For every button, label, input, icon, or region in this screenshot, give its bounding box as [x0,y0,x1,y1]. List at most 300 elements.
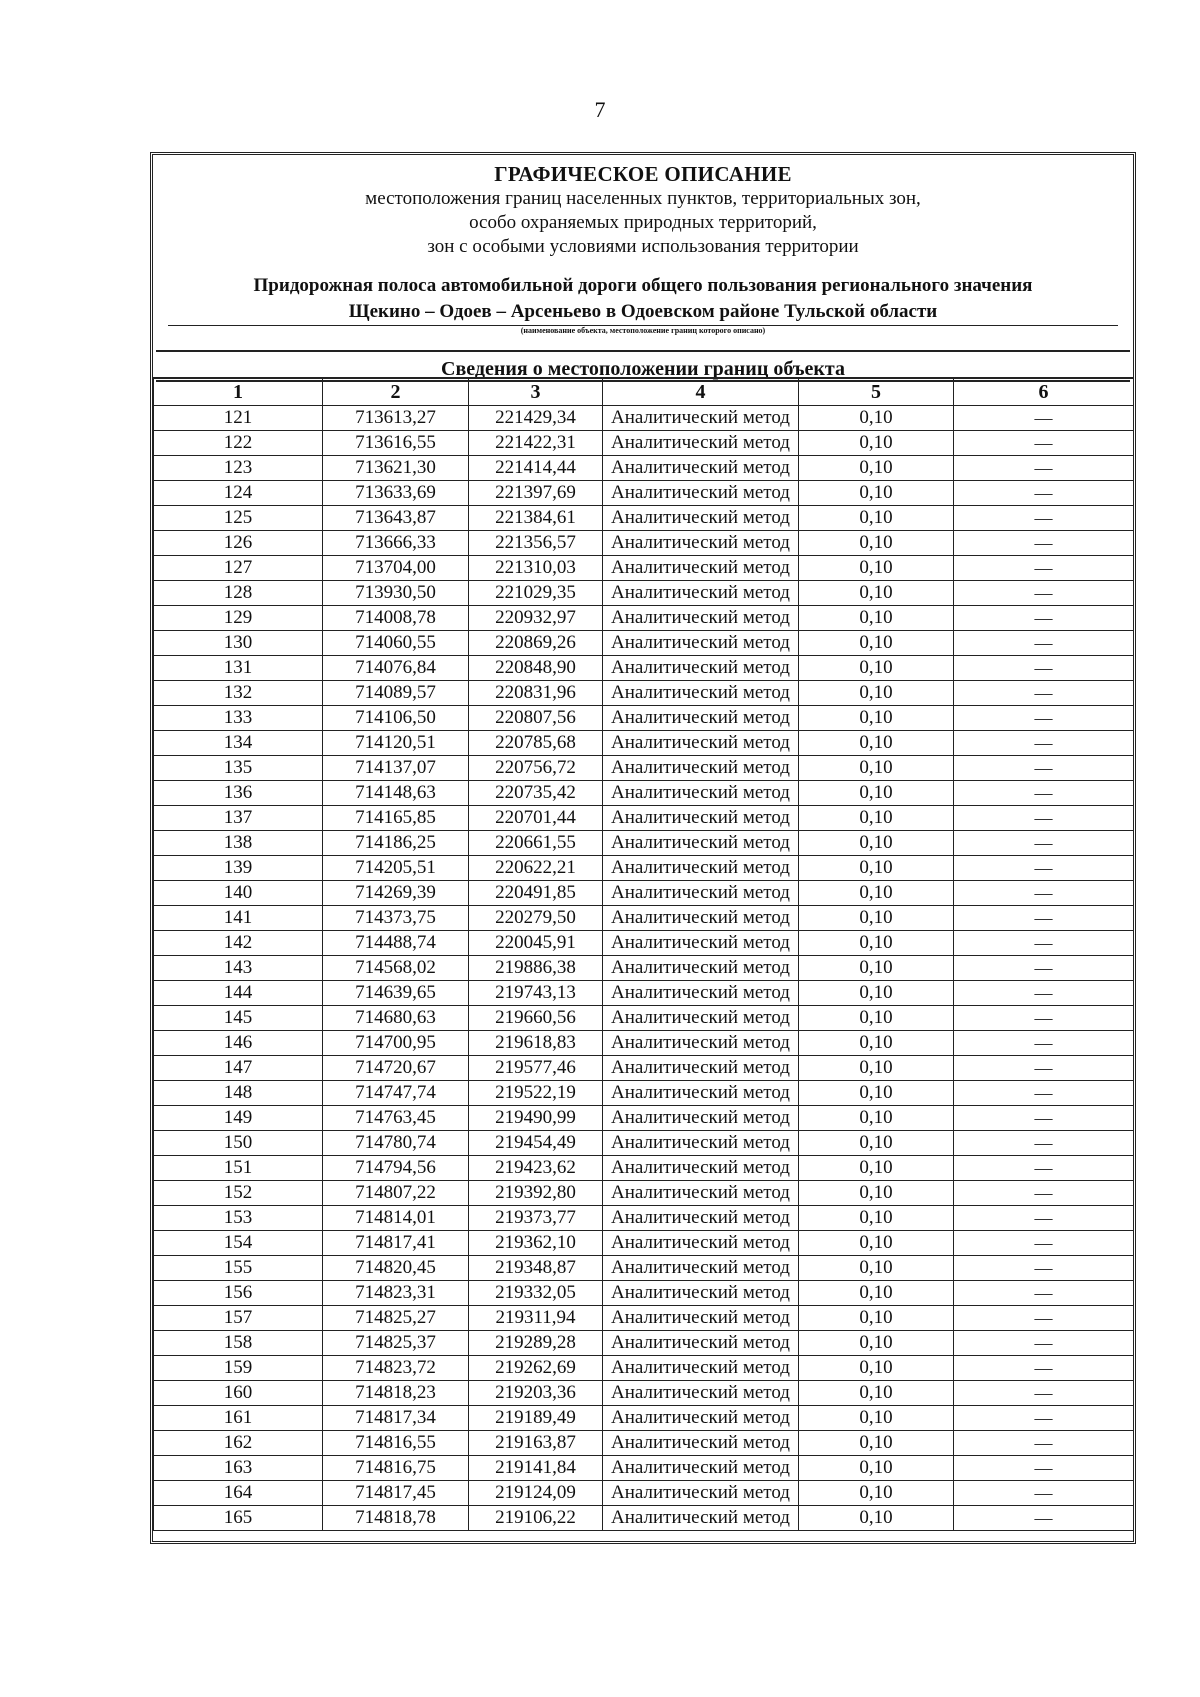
table-row [154,981,1134,1006]
table-row [154,1231,1134,1256]
description-cell: — [954,806,1134,831]
accuracy-cell: 0,10 [799,1181,954,1206]
accuracy-cell: 0,10 [799,931,954,956]
y-coordinate-cell: 219392,80 [469,1181,603,1206]
method-cell: Аналитический метод [603,656,799,681]
method-cell: Аналитический метод [603,956,799,981]
method-cell: Аналитический метод [603,831,799,856]
description-cell: — [954,1506,1134,1531]
accuracy-cell: 0,10 [799,1431,954,1456]
table-row [154,1431,1134,1456]
description-cell: — [954,606,1134,631]
table-row [154,781,1134,806]
accuracy-cell: 0,10 [799,1256,954,1281]
description-cell: — [954,1131,1134,1156]
point-number-cell: 149 [154,1106,323,1131]
description-cell: — [954,1031,1134,1056]
x-coordinate-cell: 714373,75 [323,906,469,931]
description-cell: — [954,831,1134,856]
method-cell: Аналитический метод [603,806,799,831]
x-coordinate-cell: 714137,07 [323,756,469,781]
y-coordinate-cell: 219454,49 [469,1131,603,1156]
y-coordinate-cell: 220848,90 [469,656,603,681]
point-number-cell: 140 [154,881,323,906]
method-cell: Аналитический метод [603,981,799,1006]
point-number-cell: 156 [154,1281,323,1306]
description-cell: — [954,881,1134,906]
method-cell: Аналитический метод [603,456,799,481]
accuracy-cell: 0,10 [799,881,954,906]
point-number-cell: 121 [154,406,323,431]
y-coordinate-cell: 219348,87 [469,1256,603,1281]
subtitle-line: зон с особыми условиями использования территории [427,236,859,257]
method-cell: Аналитический метод [603,1431,799,1456]
y-coordinate-cell: 219203,36 [469,1381,603,1406]
table-row [154,556,1134,581]
accuracy-cell: 0,10 [799,831,954,856]
description-cell: — [954,406,1134,431]
table-row [154,506,1134,531]
column-header: 5 [799,378,954,406]
description-cell: — [954,906,1134,931]
table-row [154,1056,1134,1081]
coordinates-table [153,377,1134,1531]
accuracy-cell: 0,10 [799,531,954,556]
description-cell: — [954,856,1134,881]
accuracy-cell: 0,10 [799,481,954,506]
description-cell: — [954,1306,1134,1331]
method-cell: Аналитический метод [603,431,799,456]
x-coordinate-cell: 714076,84 [323,656,469,681]
y-coordinate-cell: 219163,87 [469,1431,603,1456]
x-coordinate-cell: 714680,63 [323,1006,469,1031]
table-row [154,1131,1134,1156]
method-cell: Аналитический метод [603,631,799,656]
method-cell: Аналитический метод [603,1106,799,1131]
table-row [154,1006,1134,1031]
column-header: 4 [603,378,799,406]
point-number-cell: 126 [154,531,323,556]
method-cell: Аналитический метод [603,1306,799,1331]
method-cell: Аналитический метод [603,1031,799,1056]
y-coordinate-cell: 219490,99 [469,1106,603,1131]
accuracy-cell: 0,10 [799,981,954,1006]
description-cell: — [954,1456,1134,1481]
x-coordinate-cell: 714818,78 [323,1506,469,1531]
point-number-cell: 135 [154,756,323,781]
accuracy-cell: 0,10 [799,906,954,931]
x-coordinate-cell: 714269,39 [323,881,469,906]
accuracy-cell: 0,10 [799,1456,954,1481]
method-cell: Аналитический метод [603,1481,799,1506]
description-cell: — [954,431,1134,456]
subtitle-line: местоположения границ населенных пунктов, территориальных зон, [365,188,921,209]
description-cell: — [954,1156,1134,1181]
point-number-cell: 155 [154,1256,323,1281]
description-cell: — [954,681,1134,706]
point-number-cell: 129 [154,606,323,631]
x-coordinate-cell: 714817,41 [323,1231,469,1256]
method-cell: Аналитический метод [603,1456,799,1481]
method-cell: Аналитический метод [603,531,799,556]
x-coordinate-cell: 714818,23 [323,1381,469,1406]
point-number-cell: 150 [154,1131,323,1156]
accuracy-cell: 0,10 [799,1106,954,1131]
x-coordinate-cell: 714820,45 [323,1256,469,1281]
description-cell: — [954,931,1134,956]
y-coordinate-cell: 221029,35 [469,581,603,606]
table-row [154,606,1134,631]
x-coordinate-cell: 714817,45 [323,1481,469,1506]
point-number-cell: 160 [154,1381,323,1406]
point-number-cell: 137 [154,806,323,831]
x-coordinate-cell: 713621,30 [323,456,469,481]
table-row [154,1181,1134,1206]
method-cell: Аналитический метод [603,1256,799,1281]
description-cell: — [954,981,1134,1006]
description-cell: — [954,531,1134,556]
y-coordinate-cell: 220491,85 [469,881,603,906]
point-number-cell: 145 [154,1006,323,1031]
table-row [154,1506,1134,1531]
y-coordinate-cell: 220831,96 [469,681,603,706]
table-row [154,456,1134,481]
point-number-cell: 130 [154,631,323,656]
x-coordinate-cell: 713616,55 [323,431,469,456]
x-coordinate-cell: 714720,67 [323,1056,469,1081]
accuracy-cell: 0,10 [799,431,954,456]
y-coordinate-cell: 220701,44 [469,806,603,831]
accuracy-cell: 0,10 [799,1306,954,1331]
method-cell: Аналитический метод [603,1406,799,1431]
point-number-cell: 158 [154,1331,323,1356]
y-coordinate-cell: 221429,34 [469,406,603,431]
method-cell: Аналитический метод [603,556,799,581]
accuracy-cell: 0,10 [799,856,954,881]
point-number-cell: 128 [154,581,323,606]
table-row [154,1031,1134,1056]
subtitle-line: особо охраняемых природных территорий, [469,212,817,233]
description-cell: — [954,756,1134,781]
point-number-cell: 154 [154,1231,323,1256]
x-coordinate-cell: 714816,75 [323,1456,469,1481]
table-row [154,481,1134,506]
description-cell: — [954,956,1134,981]
table-header-row [154,378,1134,406]
y-coordinate-cell: 221422,31 [469,431,603,456]
description-cell: — [954,656,1134,681]
accuracy-cell: 0,10 [799,1281,954,1306]
description-cell: — [954,1406,1134,1431]
accuracy-cell: 0,10 [799,1331,954,1356]
accuracy-cell: 0,10 [799,731,954,756]
accuracy-cell: 0,10 [799,631,954,656]
description-cell: — [954,506,1134,531]
method-cell: Аналитический метод [603,481,799,506]
description-cell: — [954,1381,1134,1406]
method-cell: Аналитический метод [603,706,799,731]
method-cell: Аналитический метод [603,406,799,431]
table-row [154,856,1134,881]
method-cell: Аналитический метод [603,931,799,956]
point-number-cell: 134 [154,731,323,756]
y-coordinate-cell: 220279,50 [469,906,603,931]
x-coordinate-cell: 714763,45 [323,1106,469,1131]
accuracy-cell: 0,10 [799,656,954,681]
table-row [154,731,1134,756]
x-coordinate-cell: 714089,57 [323,681,469,706]
y-coordinate-cell: 219189,49 [469,1406,603,1431]
point-number-cell: 122 [154,431,323,456]
description-cell: — [954,1281,1134,1306]
x-coordinate-cell: 714814,01 [323,1206,469,1231]
point-number-cell: 162 [154,1431,323,1456]
point-number-cell: 148 [154,1081,323,1106]
y-coordinate-cell: 219362,10 [469,1231,603,1256]
y-coordinate-cell: 220785,68 [469,731,603,756]
accuracy-cell: 0,10 [799,781,954,806]
column-header: 1 [154,378,323,406]
accuracy-cell: 0,10 [799,1231,954,1256]
description-cell: — [954,1106,1134,1131]
point-number-cell: 164 [154,1481,323,1506]
accuracy-cell: 0,10 [799,1506,954,1531]
table-row [154,1081,1134,1106]
method-cell: Аналитический метод [603,606,799,631]
description-cell: — [954,1081,1134,1106]
table-row [154,706,1134,731]
table-row [154,656,1134,681]
y-coordinate-cell: 220807,56 [469,706,603,731]
table-row [154,1106,1134,1131]
point-number-cell: 143 [154,956,323,981]
table-row [154,806,1134,831]
y-coordinate-cell: 221384,61 [469,506,603,531]
accuracy-cell: 0,10 [799,756,954,781]
y-coordinate-cell: 220756,72 [469,756,603,781]
x-coordinate-cell: 714823,31 [323,1281,469,1306]
x-coordinate-cell: 713930,50 [323,581,469,606]
point-number-cell: 163 [154,1456,323,1481]
accuracy-cell: 0,10 [799,1131,954,1156]
table-row [154,681,1134,706]
x-coordinate-cell: 714186,25 [323,831,469,856]
accuracy-cell: 0,10 [799,681,954,706]
method-cell: Аналитический метод [603,1506,799,1531]
table-row [154,1481,1134,1506]
point-number-cell: 138 [154,831,323,856]
table-row [154,581,1134,606]
method-cell: Аналитический метод [603,856,799,881]
table-row [154,531,1134,556]
table-row [154,756,1134,781]
accuracy-cell: 0,10 [799,556,954,581]
accuracy-cell: 0,10 [799,1031,954,1056]
description-cell: — [954,456,1134,481]
point-number-cell: 147 [154,1056,323,1081]
point-number-cell: 159 [154,1356,323,1381]
method-cell: Аналитический метод [603,1356,799,1381]
x-coordinate-cell: 714008,78 [323,606,469,631]
y-coordinate-cell: 220735,42 [469,781,603,806]
point-number-cell: 157 [154,1306,323,1331]
table-row [154,1406,1134,1431]
x-coordinate-cell: 714639,65 [323,981,469,1006]
method-cell: Аналитический метод [603,681,799,706]
method-cell: Аналитический метод [603,1281,799,1306]
x-coordinate-cell: 713666,33 [323,531,469,556]
point-number-cell: 146 [154,1031,323,1056]
x-coordinate-cell: 714205,51 [323,856,469,881]
x-coordinate-cell: 714747,74 [323,1081,469,1106]
method-cell: Аналитический метод [603,1231,799,1256]
y-coordinate-cell: 221356,57 [469,531,603,556]
point-number-cell: 142 [154,931,323,956]
description-cell: — [954,706,1134,731]
y-coordinate-cell: 219373,77 [469,1206,603,1231]
accuracy-cell: 0,10 [799,806,954,831]
method-cell: Аналитический метод [603,1331,799,1356]
table-row [154,1456,1134,1481]
accuracy-cell: 0,10 [799,1406,954,1431]
object-caption: (наименование объекта, местоположение границ которого описано) [520,326,766,335]
accuracy-cell: 0,10 [799,1356,954,1381]
object-name-line: Щекино – Одоев – Арсеньево в Одоевском районе Тульской области [348,301,938,322]
accuracy-cell: 0,10 [799,456,954,481]
point-number-cell: 141 [154,906,323,931]
method-cell: Аналитический метод [603,1381,799,1406]
point-number-cell: 151 [154,1156,323,1181]
accuracy-cell: 0,10 [799,1006,954,1031]
description-cell: — [954,556,1134,581]
y-coordinate-cell: 219106,22 [469,1506,603,1531]
x-coordinate-cell: 714816,55 [323,1431,469,1456]
table-row [154,631,1134,656]
description-cell: — [954,1231,1134,1256]
y-coordinate-cell: 219618,83 [469,1031,603,1056]
y-coordinate-cell: 219262,69 [469,1356,603,1381]
x-coordinate-cell: 714148,63 [323,781,469,806]
y-coordinate-cell: 219886,38 [469,956,603,981]
y-coordinate-cell: 220932,97 [469,606,603,631]
method-cell: Аналитический метод [603,581,799,606]
y-coordinate-cell: 221310,03 [469,556,603,581]
y-coordinate-cell: 221414,44 [469,456,603,481]
description-cell: — [954,1331,1134,1356]
point-number-cell: 153 [154,1206,323,1231]
method-cell: Аналитический метод [603,1156,799,1181]
method-cell: Аналитический метод [603,1206,799,1231]
x-coordinate-cell: 714807,22 [323,1181,469,1206]
description-cell: — [954,1181,1134,1206]
accuracy-cell: 0,10 [799,706,954,731]
table-row [154,1356,1134,1381]
y-coordinate-cell: 219332,05 [469,1281,603,1306]
column-header: 6 [954,378,1134,406]
x-coordinate-cell: 713643,87 [323,506,469,531]
point-number-cell: 139 [154,856,323,881]
x-coordinate-cell: 714794,56 [323,1156,469,1181]
x-coordinate-cell: 714120,51 [323,731,469,756]
table-row [154,1281,1134,1306]
document-frame [150,152,1136,1544]
description-cell: — [954,581,1134,606]
description-cell: — [954,631,1134,656]
method-cell: Аналитический метод [603,1181,799,1206]
table-row [154,1306,1134,1331]
document-title: ГРАФИЧЕСКОЕ ОПИСАНИЕ [494,162,792,186]
y-coordinate-cell: 220045,91 [469,931,603,956]
description-cell: — [954,481,1134,506]
method-cell: Аналитический метод [603,881,799,906]
x-coordinate-cell: 714568,02 [323,956,469,981]
method-cell: Аналитический метод [603,1081,799,1106]
description-cell: — [954,1481,1134,1506]
accuracy-cell: 0,10 [799,1381,954,1406]
accuracy-cell: 0,10 [799,1156,954,1181]
table-row [154,1331,1134,1356]
point-number-cell: 123 [154,456,323,481]
point-number-cell: 124 [154,481,323,506]
table-row [154,831,1134,856]
method-cell: Аналитический метод [603,756,799,781]
x-coordinate-cell: 713633,69 [323,481,469,506]
accuracy-cell: 0,10 [799,956,954,981]
object-name-line: Придорожная полоса автомобильной дороги общего пользования регионального значения [253,275,1033,296]
x-coordinate-cell: 713704,00 [323,556,469,581]
method-cell: Аналитический метод [603,906,799,931]
column-header: 3 [469,378,603,406]
table-row [154,1381,1134,1406]
table-row [154,956,1134,981]
point-number-cell: 125 [154,506,323,531]
y-coordinate-cell: 220622,21 [469,856,603,881]
point-number-cell: 144 [154,981,323,1006]
x-coordinate-cell: 714165,85 [323,806,469,831]
x-coordinate-cell: 714700,95 [323,1031,469,1056]
table-row [154,431,1134,456]
x-coordinate-cell: 714817,34 [323,1406,469,1431]
accuracy-cell: 0,10 [799,506,954,531]
description-cell: — [954,1256,1134,1281]
y-coordinate-cell: 219141,84 [469,1456,603,1481]
x-coordinate-cell: 714488,74 [323,931,469,956]
table-row [154,1256,1134,1281]
method-cell: Аналитический метод [603,1006,799,1031]
section-title: Сведения о местоположении границ объекта [156,350,1130,382]
point-number-cell: 152 [154,1181,323,1206]
method-cell: Аналитический метод [603,1056,799,1081]
accuracy-cell: 0,10 [799,1081,954,1106]
y-coordinate-cell: 220869,26 [469,631,603,656]
y-coordinate-cell: 219660,56 [469,1006,603,1031]
y-coordinate-cell: 219311,94 [469,1306,603,1331]
description-cell: — [954,1206,1134,1231]
table-row [154,931,1134,956]
method-cell: Аналитический метод [603,506,799,531]
description-cell: — [954,1356,1134,1381]
table-row [154,406,1134,431]
method-cell: Аналитический метод [603,1131,799,1156]
table-row [154,881,1134,906]
accuracy-cell: 0,10 [799,1056,954,1081]
point-number-cell: 132 [154,681,323,706]
table-row [154,906,1134,931]
point-number-cell: 131 [154,656,323,681]
y-coordinate-cell: 219577,46 [469,1056,603,1081]
y-coordinate-cell: 219124,09 [469,1481,603,1506]
description-cell: — [954,1431,1134,1456]
